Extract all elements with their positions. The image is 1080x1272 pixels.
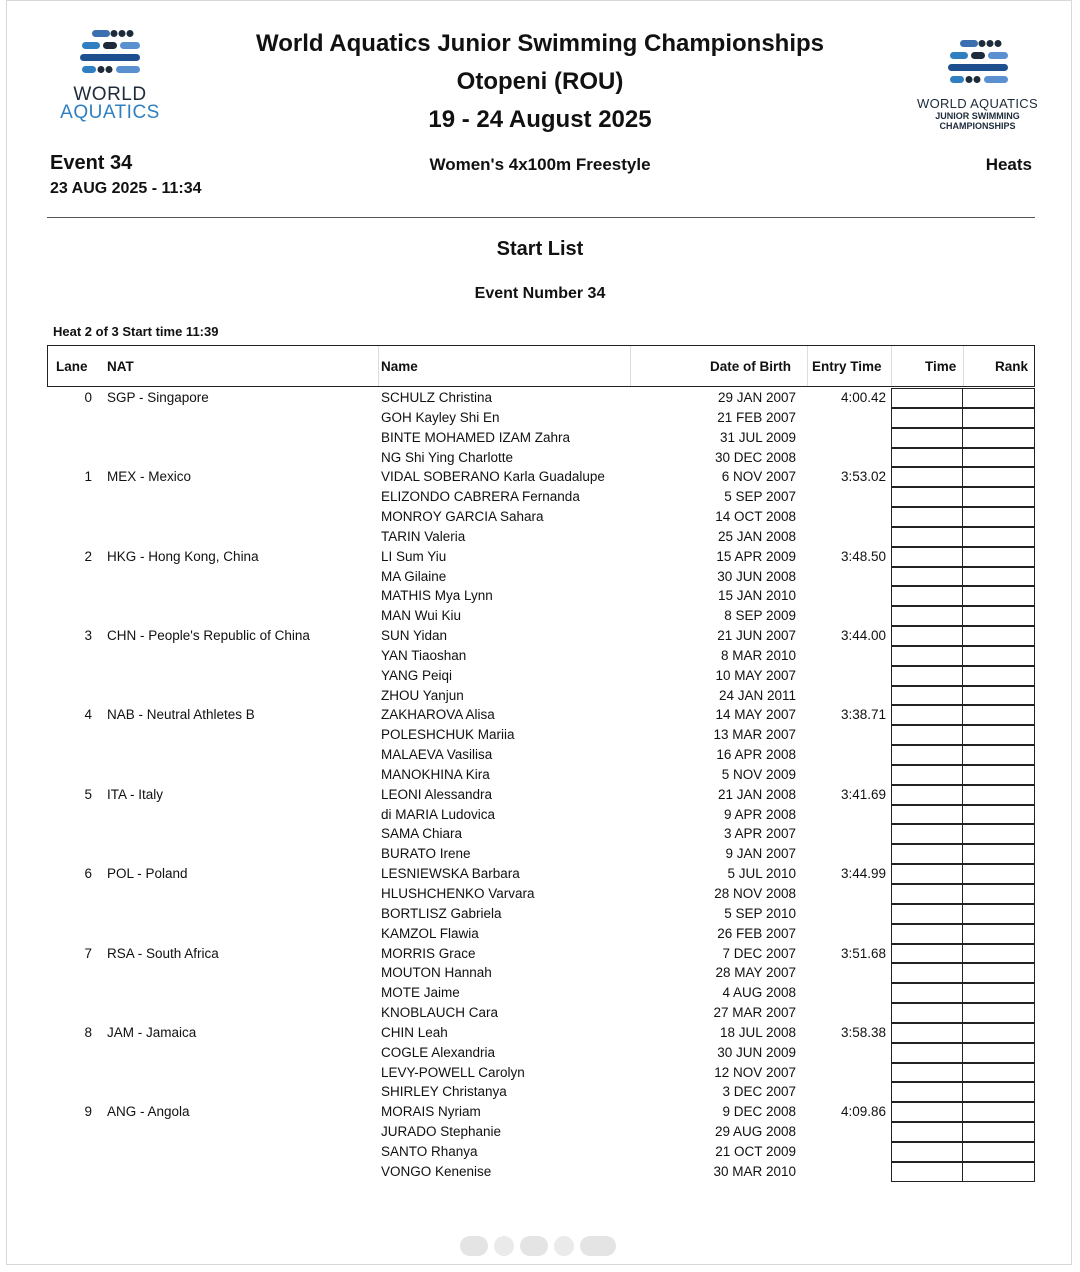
time-box	[891, 765, 963, 785]
lane-cell: 9	[84, 1104, 92, 1120]
time-box	[891, 924, 963, 944]
table-row	[0, 745, 1080, 765]
rank-box	[963, 944, 1035, 964]
swimmer-name: MOTE Jaime	[381, 985, 460, 1001]
entry-time: 3:38.71	[840, 707, 886, 723]
date-of-birth: 8 SEP 2009	[724, 608, 796, 624]
rank-box	[963, 666, 1035, 686]
date-of-birth: 6 NOV 2007	[721, 469, 796, 485]
swimmer-name: JURADO Stephanie	[381, 1124, 502, 1140]
date-of-birth: 13 MAR 2007	[713, 727, 796, 743]
table-row	[0, 884, 1080, 904]
rank-box	[963, 864, 1035, 884]
date-of-birth: 8 MAR 2010	[720, 647, 796, 663]
swimmer-name: SANTO Rhanya	[381, 1143, 478, 1159]
date-of-birth: 5 SEP 2010	[724, 905, 796, 921]
rank-box	[963, 646, 1035, 666]
time-box	[891, 864, 963, 884]
table-row	[0, 1122, 1080, 1142]
col-name: Name	[381, 359, 418, 374]
table-row	[0, 428, 1080, 448]
date-of-birth: 28 NOV 2008	[714, 886, 796, 901]
header-sep	[378, 346, 379, 386]
entry-time: 4:09.86	[840, 1104, 886, 1120]
logo-word-world: WORLD	[73, 84, 147, 105]
table-row	[0, 507, 1080, 527]
table-row	[0, 1162, 1080, 1182]
time-box	[891, 487, 963, 507]
watermark-icon	[460, 1232, 620, 1260]
time-box	[891, 1162, 963, 1182]
rank-box	[963, 586, 1035, 606]
rank-box	[963, 606, 1035, 626]
time-box	[891, 1023, 963, 1043]
swimmer-name: MORRIS Grace	[381, 945, 476, 961]
logo-line1: WORLD AQUATICS	[917, 96, 1038, 111]
phase-label: Heats	[985, 155, 1032, 174]
lane-cell: 7	[84, 945, 92, 961]
swimmer-name: TARIN Valeria	[381, 528, 466, 544]
table-row	[0, 586, 1080, 606]
table-row	[0, 725, 1080, 745]
time-box	[891, 547, 963, 567]
swimmer-name: LEONI Alessandra	[381, 786, 493, 802]
entry-time: 4:00.42	[840, 390, 886, 405]
swimmer-name: LESNIEWSKA Barbara	[381, 866, 520, 882]
date-of-birth: 30 MAR 2010	[713, 1163, 796, 1179]
event-name: Women's 4x100m Freestyle	[429, 155, 651, 174]
table-row	[0, 408, 1080, 428]
championship-title: World Aquatics Junior Swimming Championships	[255, 30, 825, 57]
table-row	[0, 1003, 1080, 1023]
col-time: Time	[925, 359, 957, 374]
table-row	[0, 626, 1080, 646]
time-box	[891, 428, 963, 448]
entry-time: 3:48.50	[840, 548, 886, 564]
table-row	[0, 1043, 1080, 1063]
rank-box	[963, 904, 1035, 924]
time-box	[891, 963, 963, 983]
col-lane: Lane	[56, 359, 88, 374]
entry-time: 3:44.99	[840, 866, 886, 882]
table-row	[0, 527, 1080, 547]
date-of-birth: 14 MAY 2007	[715, 707, 796, 723]
date-of-birth: 15 JAN 2010	[717, 588, 796, 604]
time-box	[891, 705, 963, 725]
time-box	[891, 388, 963, 408]
time-box	[891, 1003, 963, 1023]
date-of-birth: 9 DEC 2008	[722, 1104, 796, 1120]
date-of-birth: 9 APR 2008	[723, 806, 796, 822]
date-of-birth: 18 JUL 2008	[719, 1024, 796, 1040]
nat-cell: RSA - South Africa	[107, 945, 219, 961]
swimmer-name: MATHIS Mya Lynn	[381, 588, 493, 604]
rank-box	[963, 1102, 1035, 1122]
event-label: Event 34	[50, 152, 133, 174]
time-box	[891, 408, 963, 428]
rank-box	[963, 963, 1035, 983]
table-row	[0, 666, 1080, 686]
swimmer-name: VIDAL SOBERANO Karla Guadalupe	[381, 469, 605, 485]
table-header	[47, 345, 1035, 387]
rank-box	[963, 487, 1035, 507]
rank-box	[963, 1003, 1035, 1023]
swimmer-name: HLUSHCHENKO Varvara	[381, 886, 535, 901]
nat-cell: MEX - Mexico	[107, 469, 192, 485]
table-row	[0, 646, 1080, 666]
table-row	[0, 606, 1080, 626]
time-box	[891, 745, 963, 765]
rank-box	[963, 448, 1035, 468]
table-row	[0, 805, 1080, 825]
date-of-birth: 10 MAY 2007	[715, 667, 796, 683]
lane-cell: 4	[84, 707, 92, 723]
lane-cell: 5	[84, 786, 92, 802]
date-of-birth: 30 JUN 2009	[717, 1044, 796, 1060]
swimmer-name: di MARIA Ludovica	[381, 806, 496, 822]
heat-info: Heat 2 of 3 Start time 11:39	[53, 324, 219, 339]
time-box	[891, 1063, 963, 1083]
date-of-birth: 4 AUG 2008	[722, 985, 796, 1001]
date-of-birth: 7 DEC 2007	[722, 945, 796, 961]
logo-line3: CHAMPIONSHIPS	[939, 121, 1016, 131]
table-row	[0, 785, 1080, 805]
table-row	[0, 1063, 1080, 1083]
table-row	[0, 1102, 1080, 1122]
swimmer-name: MONROY GARCIA Sahara	[381, 509, 544, 525]
lane-cell: 3	[84, 628, 92, 644]
entry-time: 3:41.69	[840, 786, 886, 802]
rank-box	[963, 1043, 1035, 1063]
table-row	[0, 448, 1080, 468]
time-box	[891, 944, 963, 964]
date-of-birth: 29 AUG 2008	[714, 1124, 796, 1140]
swimmer-name: ZHOU Yanjun	[381, 687, 464, 703]
date-of-birth: 15 APR 2009	[716, 548, 796, 564]
date-of-birth: 29 JAN 2007	[717, 390, 796, 405]
table-row	[0, 547, 1080, 567]
nat-cell: NAB - Neutral Athletes B	[107, 707, 255, 723]
date-of-birth: 16 APR 2008	[716, 747, 796, 763]
swimmer-name: NG Shi Ying Charlotte	[381, 449, 514, 465]
time-box	[891, 666, 963, 686]
rank-box	[963, 567, 1035, 587]
date-of-birth: 9 JAN 2007	[725, 846, 796, 862]
time-box	[891, 1043, 963, 1063]
entry-time: 3:58.38	[840, 1024, 886, 1040]
rank-box	[963, 805, 1035, 825]
table-row	[0, 567, 1080, 587]
swimmer-name: YAN Tiaoshan	[381, 647, 467, 663]
date-of-birth: 21 FEB 2007	[717, 409, 796, 425]
table-row	[0, 765, 1080, 785]
time-box	[891, 567, 963, 587]
nat-cell: ANG - Angola	[107, 1104, 190, 1120]
rank-box	[963, 1142, 1035, 1162]
time-box	[891, 606, 963, 626]
table-row	[0, 1023, 1080, 1043]
date-of-birth: 14 OCT 2008	[715, 509, 796, 525]
time-box	[891, 448, 963, 468]
event-datetime: 23 AUG 2025 - 11:34	[50, 180, 202, 197]
time-box	[891, 824, 963, 844]
date-of-birth: 24 JAN 2011	[718, 687, 796, 703]
rank-box	[963, 467, 1035, 487]
table-row	[0, 1082, 1080, 1102]
swimmer-name: SUN Yidan	[381, 628, 448, 644]
table-row	[0, 904, 1080, 924]
date-of-birth: 3 APR 2007	[723, 826, 796, 842]
time-box	[891, 884, 963, 904]
date-of-birth: 21 JAN 2008	[717, 786, 796, 802]
date-of-birth: 26 FEB 2007	[717, 925, 796, 941]
rank-box	[963, 924, 1035, 944]
rank-box	[963, 785, 1035, 805]
col-dob: Date of Birth	[710, 359, 791, 374]
nat-cell: JAM - Jamaica	[107, 1024, 197, 1040]
table-row	[0, 388, 1080, 408]
time-box	[891, 1142, 963, 1162]
venue-title: Otopeni (ROU)	[456, 68, 624, 95]
time-box	[891, 646, 963, 666]
rank-box	[963, 765, 1035, 785]
time-box	[891, 586, 963, 606]
rank-box	[963, 705, 1035, 725]
rank-box	[963, 507, 1035, 527]
swimmer-name: SCHULZ Christina	[381, 390, 493, 405]
swimmer-name: ZAKHAROVA Alisa	[381, 707, 495, 723]
header-sep	[891, 346, 892, 386]
swimmer-name: BORTLISZ Gabriela	[381, 905, 502, 921]
header-sep	[807, 346, 808, 386]
document-title: Start List	[496, 238, 584, 260]
swimmer-name: LI Sum Yiu	[381, 548, 447, 564]
rank-box	[963, 725, 1035, 745]
logo-dots-icon	[946, 38, 1010, 86]
rank-box	[963, 408, 1035, 428]
swimmer-name: MOUTON Hannah	[381, 965, 492, 981]
swimmer-name: GOH Kayley Shi En	[381, 409, 500, 425]
date-of-birth: 31 JUL 2009	[719, 429, 796, 445]
rank-box	[963, 686, 1035, 706]
date-of-birth: 28 MAY 2007	[715, 965, 796, 981]
table-row	[0, 924, 1080, 944]
date-of-birth: 25 JAN 2008	[717, 528, 796, 544]
lane-cell: 8	[84, 1024, 92, 1040]
header-divider	[47, 217, 1035, 218]
swimmer-name: MORAIS Nyriam	[381, 1104, 481, 1120]
time-box	[891, 1122, 963, 1142]
nat-cell: ITA - Italy	[107, 786, 164, 802]
lane-cell: 0	[84, 390, 92, 405]
rank-box	[963, 547, 1035, 567]
swimmer-name: YANG Peiqi	[381, 667, 453, 683]
time-box	[891, 785, 963, 805]
swimmer-name: BURATO Irene	[381, 846, 471, 862]
rank-box	[963, 626, 1035, 646]
table-row	[0, 1142, 1080, 1162]
swimmer-name: MANOKHINA Kira	[381, 766, 490, 782]
nat-cell: SGP - Singapore	[107, 390, 209, 405]
rank-box	[963, 388, 1035, 408]
nat-cell: CHN - People's Republic of China	[107, 628, 310, 644]
time-box	[891, 527, 963, 547]
rank-box	[963, 983, 1035, 1003]
junior-championships-logo	[905, 38, 1050, 131]
swimmer-name: SHIRLEY Christanya	[381, 1084, 507, 1100]
time-box	[891, 805, 963, 825]
rank-box	[963, 1023, 1035, 1043]
date-of-birth: 21 OCT 2009	[715, 1143, 796, 1159]
rank-box	[963, 1122, 1035, 1142]
rank-box	[963, 844, 1035, 864]
table-row	[0, 983, 1080, 1003]
date-of-birth: 30 DEC 2008	[714, 449, 796, 465]
table-row	[0, 705, 1080, 725]
logo-line2: JUNIOR SWIMMING	[935, 111, 1020, 121]
date-of-birth: 30 JUN 2008	[717, 568, 796, 584]
entry-time: 3:51.68	[840, 945, 886, 961]
lane-cell: 6	[84, 866, 92, 882]
rank-box	[963, 824, 1035, 844]
swimmer-name: MALAEVA Vasilisa	[381, 747, 493, 763]
rank-box	[963, 1162, 1035, 1182]
lane-cell: 1	[84, 469, 92, 485]
entry-time: 3:53.02	[840, 469, 886, 485]
table-row	[0, 487, 1080, 507]
table-row	[0, 467, 1080, 487]
date-of-birth: 21 JUN 2007	[717, 628, 796, 644]
table-row	[0, 944, 1080, 964]
date-of-birth: 3 DEC 2007	[722, 1084, 796, 1100]
swimmer-name: MA Gilaine	[381, 568, 447, 584]
time-box	[891, 626, 963, 646]
document-subtitle: Event Number 34	[474, 285, 606, 302]
swimmer-name: CHIN Leah	[381, 1024, 448, 1040]
rank-box	[963, 1082, 1035, 1102]
rank-box	[963, 884, 1035, 904]
swimmer-name: ELIZONDO CABRERA Fernanda	[381, 489, 580, 505]
swimmer-name: KAMZOL Flawia	[381, 925, 479, 941]
time-box	[891, 844, 963, 864]
swimmer-name: MAN Wui Kiu	[381, 608, 462, 624]
swimmer-name: KNOBLAUCH Cara	[381, 1005, 499, 1021]
col-rank: Rank	[995, 359, 1029, 374]
rank-box	[963, 1063, 1035, 1083]
header-sep	[963, 346, 964, 386]
swimmer-name: BINTE MOHAMED IZAM Zahra	[381, 429, 571, 445]
entry-time: 3:44.00	[840, 628, 886, 644]
time-box	[891, 983, 963, 1003]
swimmer-name: VONGO Kenenise	[381, 1163, 492, 1179]
table-row	[0, 963, 1080, 983]
rank-box	[963, 527, 1035, 547]
world-aquatics-logo	[50, 28, 170, 122]
nat-cell: HKG - Hong Kong, China	[107, 548, 259, 564]
rank-box	[963, 745, 1035, 765]
swimmer-name: SAMA Chiara	[381, 826, 463, 842]
lane-cell: 2	[84, 548, 92, 564]
col-entry-time: Entry Time	[812, 359, 882, 374]
date-of-birth: 12 NOV 2007	[714, 1064, 796, 1080]
logo-dots-icon	[78, 28, 142, 76]
time-box	[891, 725, 963, 745]
table-row	[0, 824, 1080, 844]
time-box	[891, 507, 963, 527]
nat-cell: POL - Poland	[107, 866, 188, 882]
table-row	[0, 864, 1080, 884]
swimmer-name: COGLE Alexandria	[381, 1044, 496, 1060]
time-box	[891, 904, 963, 924]
table-row	[0, 686, 1080, 706]
date-of-birth: 27 MAR 2007	[713, 1005, 796, 1021]
swimmer-name: POLESHCHUK Mariia	[381, 727, 515, 743]
col-nat: NAT	[107, 359, 134, 374]
table-row	[0, 844, 1080, 864]
rank-box	[963, 428, 1035, 448]
date-of-birth: 5 SEP 2007	[724, 489, 796, 505]
dates-title: 19 - 24 August 2025	[428, 106, 652, 133]
time-box	[891, 686, 963, 706]
time-box	[891, 467, 963, 487]
date-of-birth: 5 JUL 2010	[727, 866, 796, 882]
header-sep	[630, 346, 631, 386]
swimmer-name: LEVY-POWELL Carolyn	[381, 1064, 525, 1080]
logo-word-aquatics: AQUATICS	[60, 102, 160, 123]
time-box	[891, 1082, 963, 1102]
time-box	[891, 1102, 963, 1122]
date-of-birth: 5 NOV 2009	[721, 766, 796, 782]
